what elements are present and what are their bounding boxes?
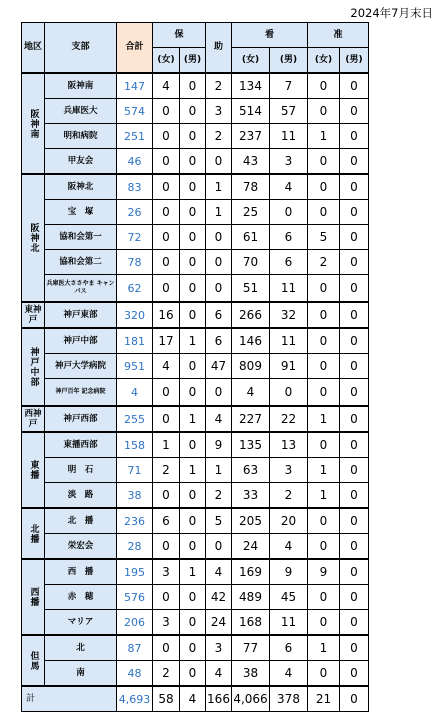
branch-name: 明 石 bbox=[45, 458, 117, 483]
count-j-f: 0 bbox=[308, 534, 340, 560]
branch-name: 神戸中部 bbox=[45, 328, 117, 354]
count-j-m: 0 bbox=[340, 635, 369, 661]
count-j-m: 0 bbox=[340, 275, 369, 303]
count-k-m: 32 bbox=[270, 302, 308, 328]
count-j-f: 1 bbox=[308, 635, 340, 661]
count-k-f: 78 bbox=[232, 174, 270, 200]
count-jo: 2 bbox=[206, 73, 232, 99]
branch-total: 158 bbox=[117, 432, 153, 458]
count-jo: 4 bbox=[206, 661, 232, 687]
branch-total: 87 bbox=[117, 635, 153, 661]
branch-total: 181 bbox=[117, 328, 153, 354]
table-row bbox=[22, 302, 369, 328]
count-jo: 4 bbox=[206, 406, 232, 432]
branch-total: 26 bbox=[117, 200, 153, 225]
count-h-f: 0 bbox=[153, 534, 180, 560]
count-h-f: 17 bbox=[153, 328, 180, 354]
count-jo: 0 bbox=[206, 534, 232, 560]
count-h-m: 0 bbox=[180, 200, 206, 225]
total-j-m: 0 bbox=[340, 686, 369, 712]
total-h-m: 4 bbox=[180, 686, 206, 712]
table-row bbox=[22, 200, 369, 225]
count-j-m: 0 bbox=[340, 661, 369, 687]
header-row-1 bbox=[22, 23, 369, 48]
branch-name: 北 bbox=[45, 635, 117, 661]
branch-total: 255 bbox=[117, 406, 153, 432]
count-j-f: 0 bbox=[308, 379, 340, 407]
count-k-f: 514 bbox=[232, 99, 270, 124]
count-h-m: 0 bbox=[180, 302, 206, 328]
area-label: 北播 bbox=[22, 508, 45, 559]
header-total: 合計 bbox=[117, 23, 153, 74]
count-k-f: 237 bbox=[232, 124, 270, 149]
area-label: 西播 bbox=[22, 559, 45, 635]
count-h-f: 0 bbox=[153, 149, 180, 175]
count-j-m: 0 bbox=[340, 585, 369, 610]
count-k-m: 9 bbox=[270, 559, 308, 585]
count-k-f: 489 bbox=[232, 585, 270, 610]
count-h-m: 0 bbox=[180, 225, 206, 250]
header-hoken-female: (女) bbox=[153, 48, 180, 74]
count-k-m: 11 bbox=[270, 610, 308, 636]
count-k-f: 38 bbox=[232, 661, 270, 687]
count-h-m: 1 bbox=[180, 559, 206, 585]
count-j-f: 0 bbox=[308, 149, 340, 175]
branch-total: 195 bbox=[117, 559, 153, 585]
count-j-f: 1 bbox=[308, 124, 340, 149]
area-label: 神戸中部 bbox=[22, 328, 45, 406]
totals-label: 計 bbox=[22, 686, 117, 712]
count-k-f: 63 bbox=[232, 458, 270, 483]
area-label: 東播 bbox=[22, 432, 45, 508]
count-j-m: 0 bbox=[340, 174, 369, 200]
table-row bbox=[22, 379, 369, 407]
branch-name: 阪神北 bbox=[45, 174, 117, 200]
count-jo: 1 bbox=[206, 458, 232, 483]
count-j-f: 0 bbox=[308, 328, 340, 354]
table-row bbox=[22, 406, 369, 432]
count-k-m: 6 bbox=[270, 225, 308, 250]
count-k-m: 11 bbox=[270, 275, 308, 303]
branch-name: 神戸西部 bbox=[45, 406, 117, 432]
branch-name: 西 播 bbox=[45, 559, 117, 585]
header-area: 地区 bbox=[22, 23, 45, 74]
count-jo: 6 bbox=[206, 302, 232, 328]
count-j-f: 0 bbox=[308, 200, 340, 225]
branch-name: 兵庫医大 bbox=[45, 99, 117, 124]
count-h-f: 0 bbox=[153, 225, 180, 250]
count-j-f: 0 bbox=[308, 585, 340, 610]
table-row bbox=[22, 635, 369, 661]
count-j-m: 0 bbox=[340, 379, 369, 407]
table-row bbox=[22, 559, 369, 585]
count-h-f: 0 bbox=[153, 124, 180, 149]
count-k-m: 4 bbox=[270, 174, 308, 200]
totals-row bbox=[22, 686, 369, 712]
count-k-m: 3 bbox=[270, 458, 308, 483]
count-j-m: 0 bbox=[340, 99, 369, 124]
total-j-f: 21 bbox=[308, 686, 340, 712]
count-h-m: 0 bbox=[180, 174, 206, 200]
table-row bbox=[22, 149, 369, 175]
table-row bbox=[22, 328, 369, 354]
count-k-m: 0 bbox=[270, 379, 308, 407]
count-j-f: 5 bbox=[308, 225, 340, 250]
count-h-m: 0 bbox=[180, 483, 206, 509]
branch-total: 48 bbox=[117, 661, 153, 687]
count-k-f: 4 bbox=[232, 379, 270, 407]
count-k-f: 169 bbox=[232, 559, 270, 585]
count-h-f: 3 bbox=[153, 610, 180, 636]
count-k-f: 70 bbox=[232, 250, 270, 275]
branch-name: 宝 塚 bbox=[45, 200, 117, 225]
count-jo: 0 bbox=[206, 379, 232, 407]
header-jun: 准 bbox=[308, 23, 369, 48]
count-jo: 0 bbox=[206, 275, 232, 303]
count-k-m: 11 bbox=[270, 328, 308, 354]
branch-total: 147 bbox=[117, 73, 153, 99]
count-h-f: 2 bbox=[153, 458, 180, 483]
count-k-m: 2 bbox=[270, 483, 308, 509]
count-j-f: 0 bbox=[308, 174, 340, 200]
count-j-m: 0 bbox=[340, 354, 369, 379]
count-k-f: 24 bbox=[232, 534, 270, 560]
count-j-f: 0 bbox=[308, 661, 340, 687]
branch-name: 神戸大学病院 bbox=[45, 354, 117, 379]
count-k-m: 91 bbox=[270, 354, 308, 379]
area-label: 阪神北 bbox=[22, 174, 45, 302]
count-k-f: 51 bbox=[232, 275, 270, 303]
count-h-m: 0 bbox=[180, 661, 206, 687]
branch-name: 北 播 bbox=[45, 508, 117, 534]
count-j-f: 9 bbox=[308, 559, 340, 585]
branch-total: 251 bbox=[117, 124, 153, 149]
count-j-m: 0 bbox=[340, 200, 369, 225]
count-k-f: 43 bbox=[232, 149, 270, 175]
count-jo: 2 bbox=[206, 483, 232, 509]
count-k-f: 61 bbox=[232, 225, 270, 250]
count-j-f: 0 bbox=[308, 432, 340, 458]
table-row bbox=[22, 124, 369, 149]
branch-name: マリア bbox=[45, 610, 117, 636]
count-h-f: 0 bbox=[153, 635, 180, 661]
table-row bbox=[22, 354, 369, 379]
count-j-f: 1 bbox=[308, 406, 340, 432]
count-jo: 9 bbox=[206, 432, 232, 458]
count-jo: 3 bbox=[206, 635, 232, 661]
count-k-m: 7 bbox=[270, 73, 308, 99]
count-jo: 0 bbox=[206, 225, 232, 250]
count-k-f: 205 bbox=[232, 508, 270, 534]
report-date: 2024年7月末日 bbox=[350, 6, 433, 20]
count-k-m: 57 bbox=[270, 99, 308, 124]
header-hoken-male: (男) bbox=[180, 48, 206, 74]
branch-name: 甲友会 bbox=[45, 149, 117, 175]
branch-name: 兵庫医大ささやま キャンパス bbox=[45, 275, 117, 303]
header-hoken: 保 bbox=[153, 23, 206, 48]
count-j-f: 2 bbox=[308, 250, 340, 275]
count-k-m: 4 bbox=[270, 534, 308, 560]
count-h-f: 0 bbox=[153, 406, 180, 432]
count-j-f: 0 bbox=[308, 275, 340, 303]
count-h-f: 0 bbox=[153, 174, 180, 200]
total-k-f: 4,066 bbox=[232, 686, 270, 712]
header-jo: 助 bbox=[206, 23, 232, 74]
count-k-m: 22 bbox=[270, 406, 308, 432]
count-jo: 1 bbox=[206, 174, 232, 200]
branch-total: 28 bbox=[117, 534, 153, 560]
count-h-m: 0 bbox=[180, 585, 206, 610]
count-k-m: 4 bbox=[270, 661, 308, 687]
count-h-m: 0 bbox=[180, 250, 206, 275]
count-h-f: 6 bbox=[153, 508, 180, 534]
count-h-m: 0 bbox=[180, 635, 206, 661]
count-k-m: 0 bbox=[270, 200, 308, 225]
count-h-m: 1 bbox=[180, 328, 206, 354]
branch-total: 72 bbox=[117, 225, 153, 250]
count-j-m: 0 bbox=[340, 225, 369, 250]
area-label: 西神戸 bbox=[22, 406, 45, 432]
branch-total: 62 bbox=[117, 275, 153, 303]
branch-total: 320 bbox=[117, 302, 153, 328]
count-k-m: 11 bbox=[270, 124, 308, 149]
count-jo: 0 bbox=[206, 149, 232, 175]
table-row bbox=[22, 432, 369, 458]
count-k-f: 25 bbox=[232, 200, 270, 225]
branch-total: 951 bbox=[117, 354, 153, 379]
count-jo: 1 bbox=[206, 200, 232, 225]
branch-total: 574 bbox=[117, 99, 153, 124]
count-j-f: 1 bbox=[308, 458, 340, 483]
header-kan-female: (女) bbox=[232, 48, 270, 74]
branch-name: 明和病院 bbox=[45, 124, 117, 149]
count-j-f: 0 bbox=[308, 354, 340, 379]
count-k-f: 809 bbox=[232, 354, 270, 379]
count-h-f: 0 bbox=[153, 379, 180, 407]
area-label: 但馬 bbox=[22, 635, 45, 686]
branch-name: 神戸東部 bbox=[45, 302, 117, 328]
count-k-m: 20 bbox=[270, 508, 308, 534]
count-h-m: 0 bbox=[180, 275, 206, 303]
count-jo: 0 bbox=[206, 250, 232, 275]
branch-total: 71 bbox=[117, 458, 153, 483]
count-h-m: 0 bbox=[180, 149, 206, 175]
count-k-f: 77 bbox=[232, 635, 270, 661]
count-j-m: 0 bbox=[340, 124, 369, 149]
count-h-f: 0 bbox=[153, 483, 180, 509]
count-h-f: 0 bbox=[153, 99, 180, 124]
branch-total: 46 bbox=[117, 149, 153, 175]
table-row bbox=[22, 483, 369, 509]
count-h-f: 2 bbox=[153, 661, 180, 687]
header-jun-female: (女) bbox=[308, 48, 340, 74]
branch-total: 576 bbox=[117, 585, 153, 610]
count-j-f: 0 bbox=[308, 610, 340, 636]
membership-table bbox=[21, 22, 369, 712]
count-k-f: 266 bbox=[232, 302, 270, 328]
branch-name: 赤 穂 bbox=[45, 585, 117, 610]
count-h-m: 0 bbox=[180, 354, 206, 379]
table-row bbox=[22, 508, 369, 534]
count-h-m: 1 bbox=[180, 406, 206, 432]
table-row bbox=[22, 250, 369, 275]
table-row bbox=[22, 661, 369, 687]
count-k-f: 168 bbox=[232, 610, 270, 636]
count-k-m: 6 bbox=[270, 635, 308, 661]
count-k-m: 3 bbox=[270, 149, 308, 175]
count-h-f: 1 bbox=[153, 432, 180, 458]
count-k-m: 6 bbox=[270, 250, 308, 275]
count-j-m: 0 bbox=[340, 534, 369, 560]
count-j-m: 0 bbox=[340, 610, 369, 636]
count-jo: 2 bbox=[206, 124, 232, 149]
count-h-m: 0 bbox=[180, 379, 206, 407]
count-h-m: 0 bbox=[180, 73, 206, 99]
grand-total: 4,693 bbox=[117, 686, 153, 712]
count-jo: 4 bbox=[206, 559, 232, 585]
count-j-m: 0 bbox=[340, 559, 369, 585]
count-h-m: 0 bbox=[180, 508, 206, 534]
count-h-f: 4 bbox=[153, 73, 180, 99]
count-jo: 6 bbox=[206, 328, 232, 354]
branch-total: 83 bbox=[117, 174, 153, 200]
count-k-f: 33 bbox=[232, 483, 270, 509]
branch-name: 栄宏会 bbox=[45, 534, 117, 560]
count-j-f: 1 bbox=[308, 483, 340, 509]
total-jo: 166 bbox=[206, 686, 232, 712]
count-j-m: 0 bbox=[340, 432, 369, 458]
count-jo: 47 bbox=[206, 354, 232, 379]
area-label: 東神戸 bbox=[22, 302, 45, 328]
count-h-m: 0 bbox=[180, 124, 206, 149]
table-row bbox=[22, 534, 369, 560]
count-h-f: 0 bbox=[153, 585, 180, 610]
count-j-f: 0 bbox=[308, 99, 340, 124]
area-label: 阪神南 bbox=[22, 73, 45, 174]
count-h-f: 0 bbox=[153, 200, 180, 225]
branch-total: 38 bbox=[117, 483, 153, 509]
count-h-f: 3 bbox=[153, 559, 180, 585]
count-h-m: 0 bbox=[180, 432, 206, 458]
branch-name: 東播西部 bbox=[45, 432, 117, 458]
table-row bbox=[22, 585, 369, 610]
branch-total: 4 bbox=[117, 379, 153, 407]
count-h-m: 0 bbox=[180, 610, 206, 636]
count-h-m: 0 bbox=[180, 99, 206, 124]
table-row bbox=[22, 458, 369, 483]
header-branch: 支部 bbox=[45, 23, 117, 74]
count-j-m: 0 bbox=[340, 328, 369, 354]
count-h-f: 16 bbox=[153, 302, 180, 328]
header-kan-male: (男) bbox=[270, 48, 308, 74]
count-h-f: 4 bbox=[153, 354, 180, 379]
table-row bbox=[22, 610, 369, 636]
count-j-m: 0 bbox=[340, 73, 369, 99]
count-h-m: 1 bbox=[180, 458, 206, 483]
table-row bbox=[22, 99, 369, 124]
branch-total: 236 bbox=[117, 508, 153, 534]
count-k-f: 146 bbox=[232, 328, 270, 354]
count-k-m: 45 bbox=[270, 585, 308, 610]
count-j-m: 0 bbox=[340, 406, 369, 432]
branch-name: 協和会第一 bbox=[45, 225, 117, 250]
branch-name: 協和会第二 bbox=[45, 250, 117, 275]
count-k-m: 13 bbox=[270, 432, 308, 458]
count-k-f: 227 bbox=[232, 406, 270, 432]
count-jo: 3 bbox=[206, 99, 232, 124]
count-j-f: 0 bbox=[308, 73, 340, 99]
count-h-m: 0 bbox=[180, 534, 206, 560]
branch-name: 阪神南 bbox=[45, 73, 117, 99]
branch-name: 南 bbox=[45, 661, 117, 687]
count-k-f: 135 bbox=[232, 432, 270, 458]
total-h-f: 58 bbox=[153, 686, 180, 712]
count-j-m: 0 bbox=[340, 149, 369, 175]
count-jo: 42 bbox=[206, 585, 232, 610]
count-k-f: 134 bbox=[232, 73, 270, 99]
count-j-m: 0 bbox=[340, 302, 369, 328]
table-row bbox=[22, 174, 369, 200]
count-h-f: 0 bbox=[153, 250, 180, 275]
count-j-m: 0 bbox=[340, 250, 369, 275]
total-k-m: 378 bbox=[270, 686, 308, 712]
branch-total: 78 bbox=[117, 250, 153, 275]
branch-total: 206 bbox=[117, 610, 153, 636]
count-j-f: 0 bbox=[308, 302, 340, 328]
branch-name: 神戸百年 記念病院 bbox=[45, 379, 117, 407]
count-jo: 5 bbox=[206, 508, 232, 534]
table-row bbox=[22, 225, 369, 250]
count-h-f: 0 bbox=[153, 275, 180, 303]
count-j-f: 0 bbox=[308, 508, 340, 534]
header-jun-male: (男) bbox=[340, 48, 369, 74]
count-jo: 24 bbox=[206, 610, 232, 636]
count-j-m: 0 bbox=[340, 508, 369, 534]
count-j-m: 0 bbox=[340, 458, 369, 483]
count-j-m: 0 bbox=[340, 483, 369, 509]
branch-name: 淡 路 bbox=[45, 483, 117, 509]
table-row bbox=[22, 73, 369, 99]
table-row bbox=[22, 275, 369, 303]
header-kan: 看 bbox=[232, 23, 308, 48]
